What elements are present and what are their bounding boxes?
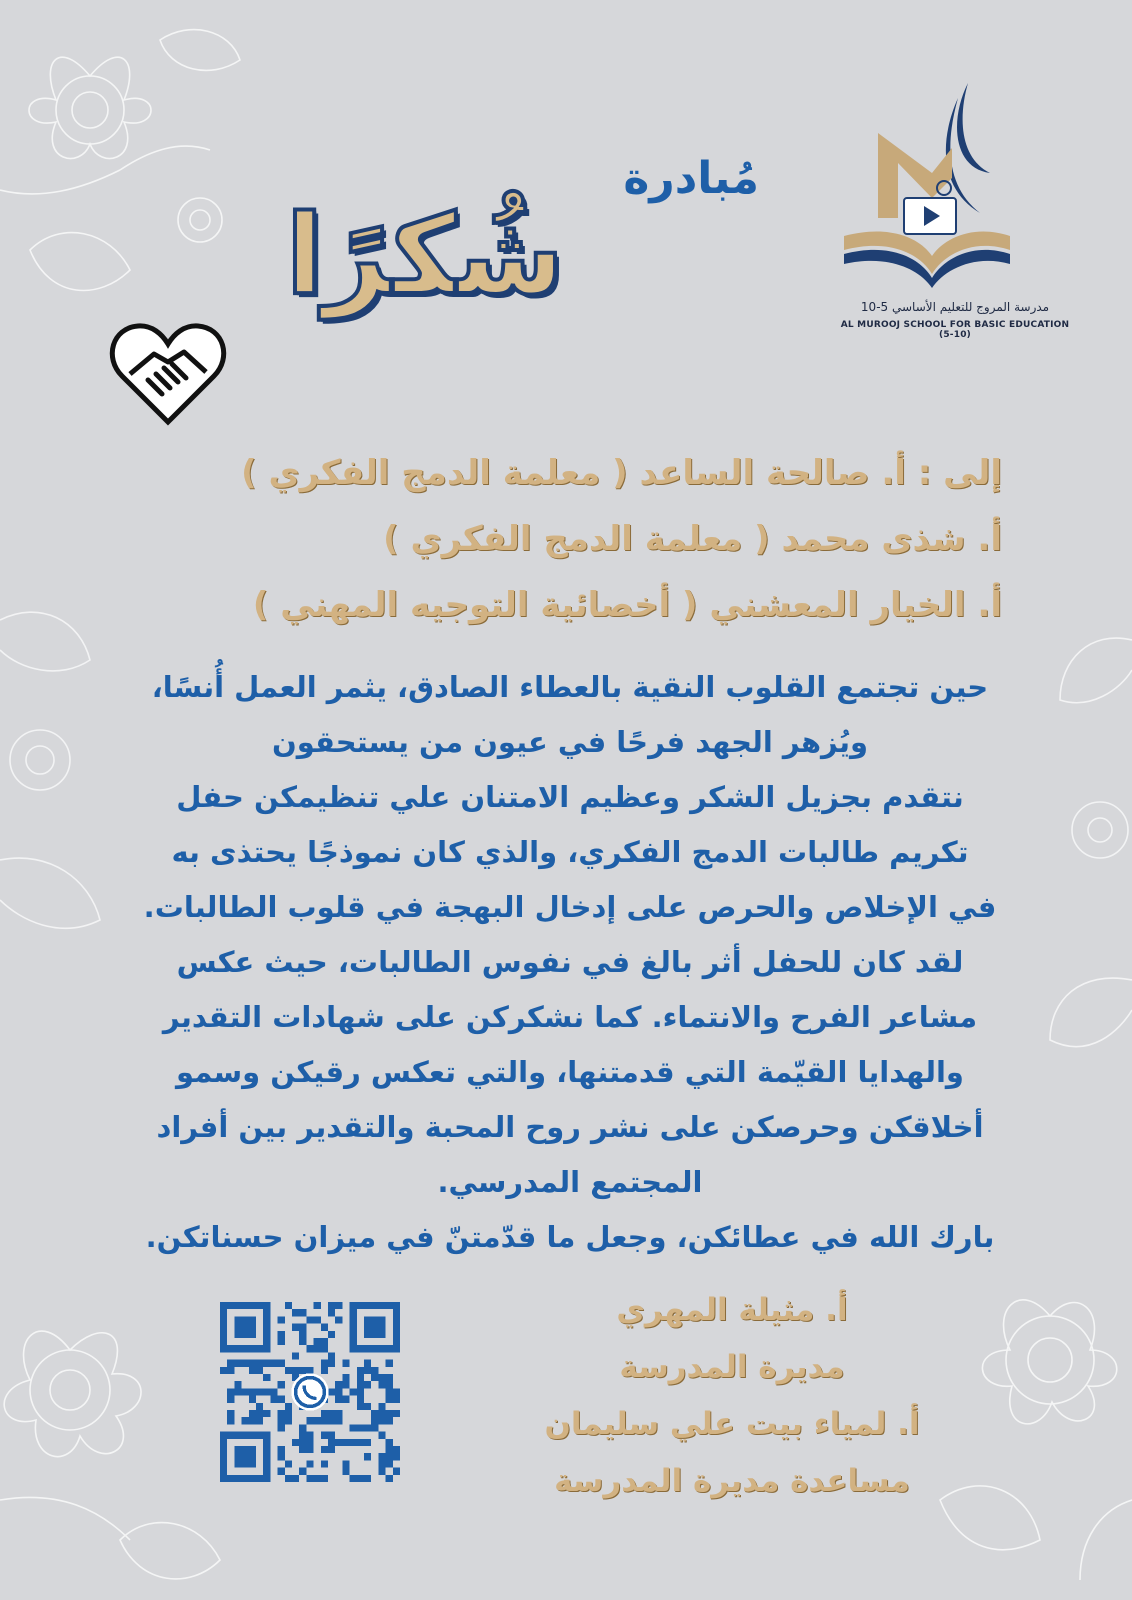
message-line: مشاعر الفرح والانتماء. كما نشكركن على شهادات التقدير bbox=[162, 1000, 978, 1034]
message-line: بارك الله في عطائكن، وجعل ما قدّمتنّ في ميزان حسناتكن. bbox=[145, 1220, 995, 1254]
school-name-english: AL MUROOJ SCHOOL FOR BASIC EDUCATION (5-10) bbox=[840, 320, 1070, 340]
initiative-label: مُبادرة bbox=[623, 153, 759, 204]
signatures-block bbox=[482, 1282, 982, 1510]
message-line: تكريم طالبات الدمج الفكري، والذي كان نموذجًا يحتذى به bbox=[171, 835, 969, 869]
message-line: والهدايا القيّمة التي قدمتنها، والتي تعكس رقيكن وسمو bbox=[176, 1055, 964, 1089]
recipient-line: أ. شذى محمد ( معلمة الدمج الفكري ) bbox=[383, 519, 1002, 559]
principal-name: أ. مثيلة المهري bbox=[616, 1292, 848, 1328]
whatsapp-qr-code-icon[interactable] bbox=[220, 1302, 400, 1482]
recipient-line: إلى : أ. صالحة الساعد ( معلمة الدمج الفكري ) bbox=[241, 453, 1002, 493]
school-name-arabic: مدرسة المروج للتعليم الأساسي 5-10 bbox=[860, 300, 1050, 314]
message-line: أخلاقكن وحرصكن على نشر روح المحبة والتقدير بين أفراد bbox=[156, 1110, 984, 1144]
school-logo bbox=[840, 78, 1070, 348]
message-line: نتقدم بجزيل الشكر وعظيم الامتنان علي تنظيمكن حفل bbox=[176, 780, 964, 814]
message-line: لقد كان للحفل أثر بالغ في نفوس الطالبات، حيث عكس bbox=[176, 945, 964, 979]
floral-decor-top-left bbox=[0, 0, 280, 340]
thanks-message bbox=[60, 660, 1080, 1265]
book-play-logo-icon bbox=[840, 78, 1070, 293]
recipients-block bbox=[102, 440, 1002, 638]
message-line: المجتمع المدرسي. bbox=[437, 1165, 703, 1199]
message-line: حين تجتمع القلوب النقية بالعطاء الصادق، يثمر العمل أُنسًا، bbox=[151, 670, 989, 704]
recipient-line: أ. الخيار المعشني ( أخصائية التوجيه المهني ) bbox=[252, 585, 1002, 625]
message-line: في الإخلاص والحرص على إدخال البهجة في قلوب الطالبات. bbox=[143, 890, 997, 924]
handshake-heart-icon bbox=[108, 318, 228, 430]
message-line: ويُزهر الجهد فرحًا في عيون من يستحقون bbox=[271, 725, 869, 759]
assistant-name: أ. لمياء بيت علي سليمان bbox=[544, 1406, 920, 1442]
assistant-title: مساعدة مديرة المدرسة bbox=[554, 1463, 910, 1499]
principal-title: مديرة المدرسة bbox=[619, 1349, 845, 1385]
thanks-title: شُكرًا bbox=[285, 191, 564, 319]
